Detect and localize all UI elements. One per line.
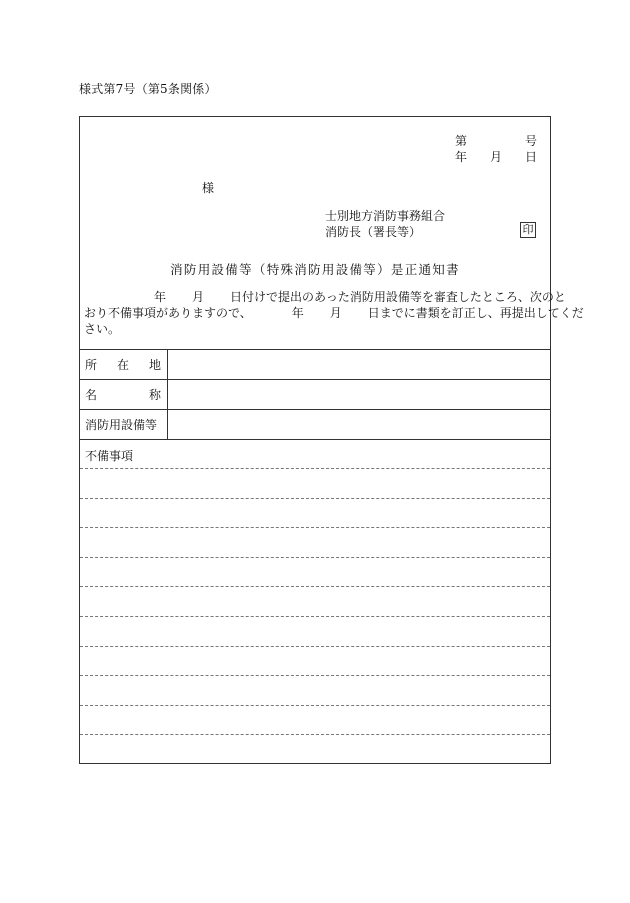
writing-line <box>80 498 550 528</box>
writing-line <box>80 527 550 557</box>
writing-line <box>80 468 550 498</box>
form-number: 様式第7号（第5条関係） <box>79 82 217 96</box>
body-deadline-month-label: 月 <box>329 306 342 320</box>
date-month-label: 月 <box>490 150 503 164</box>
writing-line <box>80 586 550 616</box>
equipment-field[interactable] <box>168 410 550 439</box>
issuing-organization: 士別地方消防事務組合 <box>325 209 446 223</box>
label-char: 在 <box>116 358 129 372</box>
seal-mark: 印 <box>520 222 536 238</box>
location-field[interactable] <box>168 350 550 379</box>
name-label <box>80 380 168 409</box>
body-line-1 <box>84 289 566 305</box>
body-line-2 <box>84 305 584 321</box>
notice-form <box>79 116 584 764</box>
body-text-2a: おり不備事項がありますので、 <box>84 306 252 320</box>
location-label-text <box>85 356 161 373</box>
deficiency-lines[interactable] <box>80 468 550 764</box>
addressee-honorific: 様 <box>202 181 215 195</box>
name-field[interactable] <box>168 380 550 409</box>
body-text-2b: 日までに書類を訂正し、再提出してくだ <box>367 306 584 320</box>
body-text-1: 日付けで提出のあった消防用設備等を審査したところ、次のと <box>230 290 566 304</box>
location-label <box>80 350 168 379</box>
body-year-label: 年 <box>154 290 167 304</box>
document-title: 消防用設備等（特殊消防用設備等）是正通知書 <box>170 262 460 277</box>
writing-line <box>80 675 550 705</box>
label-char: 所 <box>85 358 98 372</box>
issuing-chief: 消防長（署長等） <box>325 225 422 239</box>
date-year-label: 年 <box>455 150 468 164</box>
body-month-label: 月 <box>192 290 205 304</box>
equipment-row <box>80 410 550 440</box>
date-day-label: 日 <box>525 150 538 164</box>
number-prefix: 第 <box>455 134 468 148</box>
equipment-label <box>80 410 168 439</box>
body-deadline-year-label: 年 <box>291 306 304 320</box>
name-row <box>80 380 550 410</box>
form-header <box>80 117 584 350</box>
writing-line <box>80 557 550 587</box>
label-char: 地 <box>148 358 161 372</box>
writing-line <box>80 616 550 646</box>
location-row <box>80 350 550 380</box>
body-line-3: さい。 <box>84 322 121 336</box>
notice-body <box>84 289 584 337</box>
name-label-text <box>85 386 161 403</box>
label-char: 名 <box>85 388 98 402</box>
label-char: 称 <box>148 388 161 402</box>
deficiency-label: 不備事項 <box>85 449 134 463</box>
writing-line <box>80 734 550 764</box>
equipment-label-text: 消防用設備等 <box>85 418 158 432</box>
number-suffix: 号 <box>525 134 538 148</box>
writing-line <box>80 705 550 735</box>
writing-line <box>80 646 550 676</box>
